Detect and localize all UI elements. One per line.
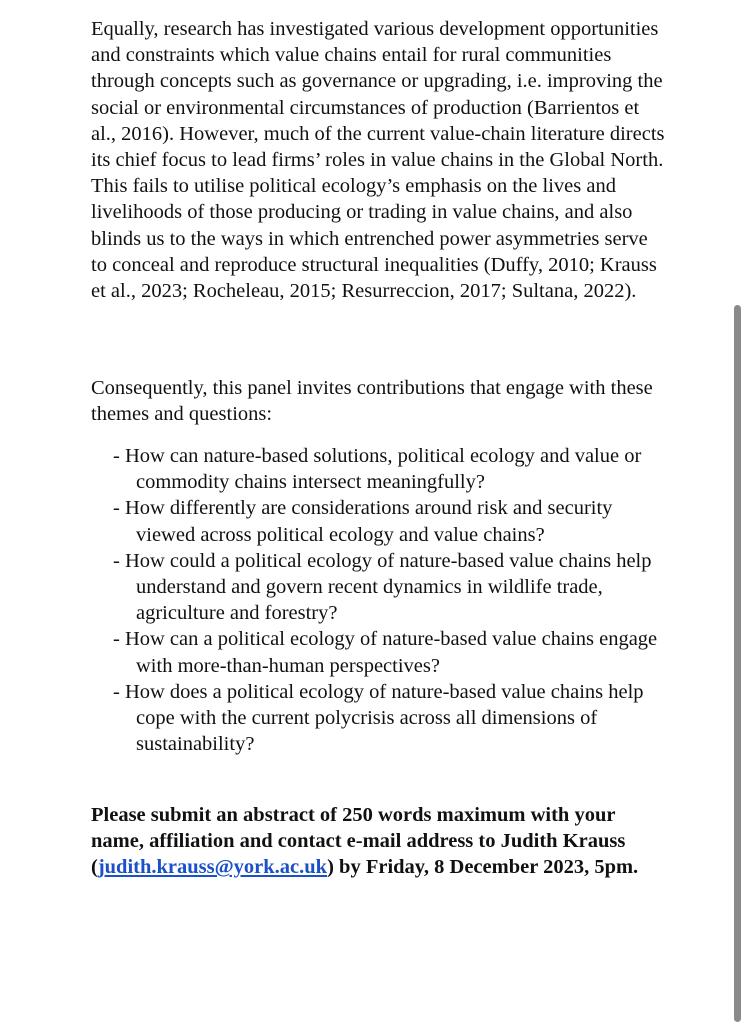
submission-instructions — [91, 802, 671, 881]
paragraph-invitation: Consequently, this panel invites contributions that engage with these themes and questions: — [91, 377, 653, 426]
vertical-scrollbar[interactable] — [734, 305, 741, 1022]
submission-text-end: ) by Friday, 8 December 2023, 5pm. — [327, 856, 639, 879]
paragraph-research-context: Equally, research has investigated various development opportunities and constraints which value chains entail for rural communities through concepts such as governance or upgrading, i.e. improving the social or environmental circumstances of production (Barrientos et al., 2016). However, much of the current value-chain literature directs its chief focus to lead firms’ roles in value chains in the Global North. This fails to utilise political ecology’s emphasis on the lives and livelihoods of those producing or trading in value chains, and also blinds us to the ways in which entrenched power asymmetries serve to conceal and reproduce structural inequalities (Duffy, 2010; Krauss et al., 2023; Rocheleau, 2015; Resurreccion, 2017; Sultana, 2022). — [91, 18, 665, 303]
question-item: - How differently are considerations around risk and security viewed across political ecology and value chains? — [113, 497, 613, 546]
question-item: - How can a political ecology of nature-based value chains engage with more-than-human perspectives? — [113, 628, 658, 677]
submission-text-start: Please submit an abstract of 250 words maximum with your name, affiliation and contact e-mail address to Judith Krauss ( — [91, 804, 626, 879]
question-item: - How does a political ecology of nature-based value chains help cope with the current polycrisis across all dimensions of sustainability? — [113, 680, 644, 756]
question-list — [113, 443, 673, 757]
question-item: - How can nature-based solutions, political ecology and value or commodity chains intersect meaningfully? — [113, 445, 642, 494]
question-item: - How could a political ecology of nature-based value chains help understand and govern recent dynamics in wildlife trade, agriculture and forestry? — [113, 549, 652, 625]
email-link[interactable]: judith.krauss@york.ac.uk — [97, 856, 328, 879]
